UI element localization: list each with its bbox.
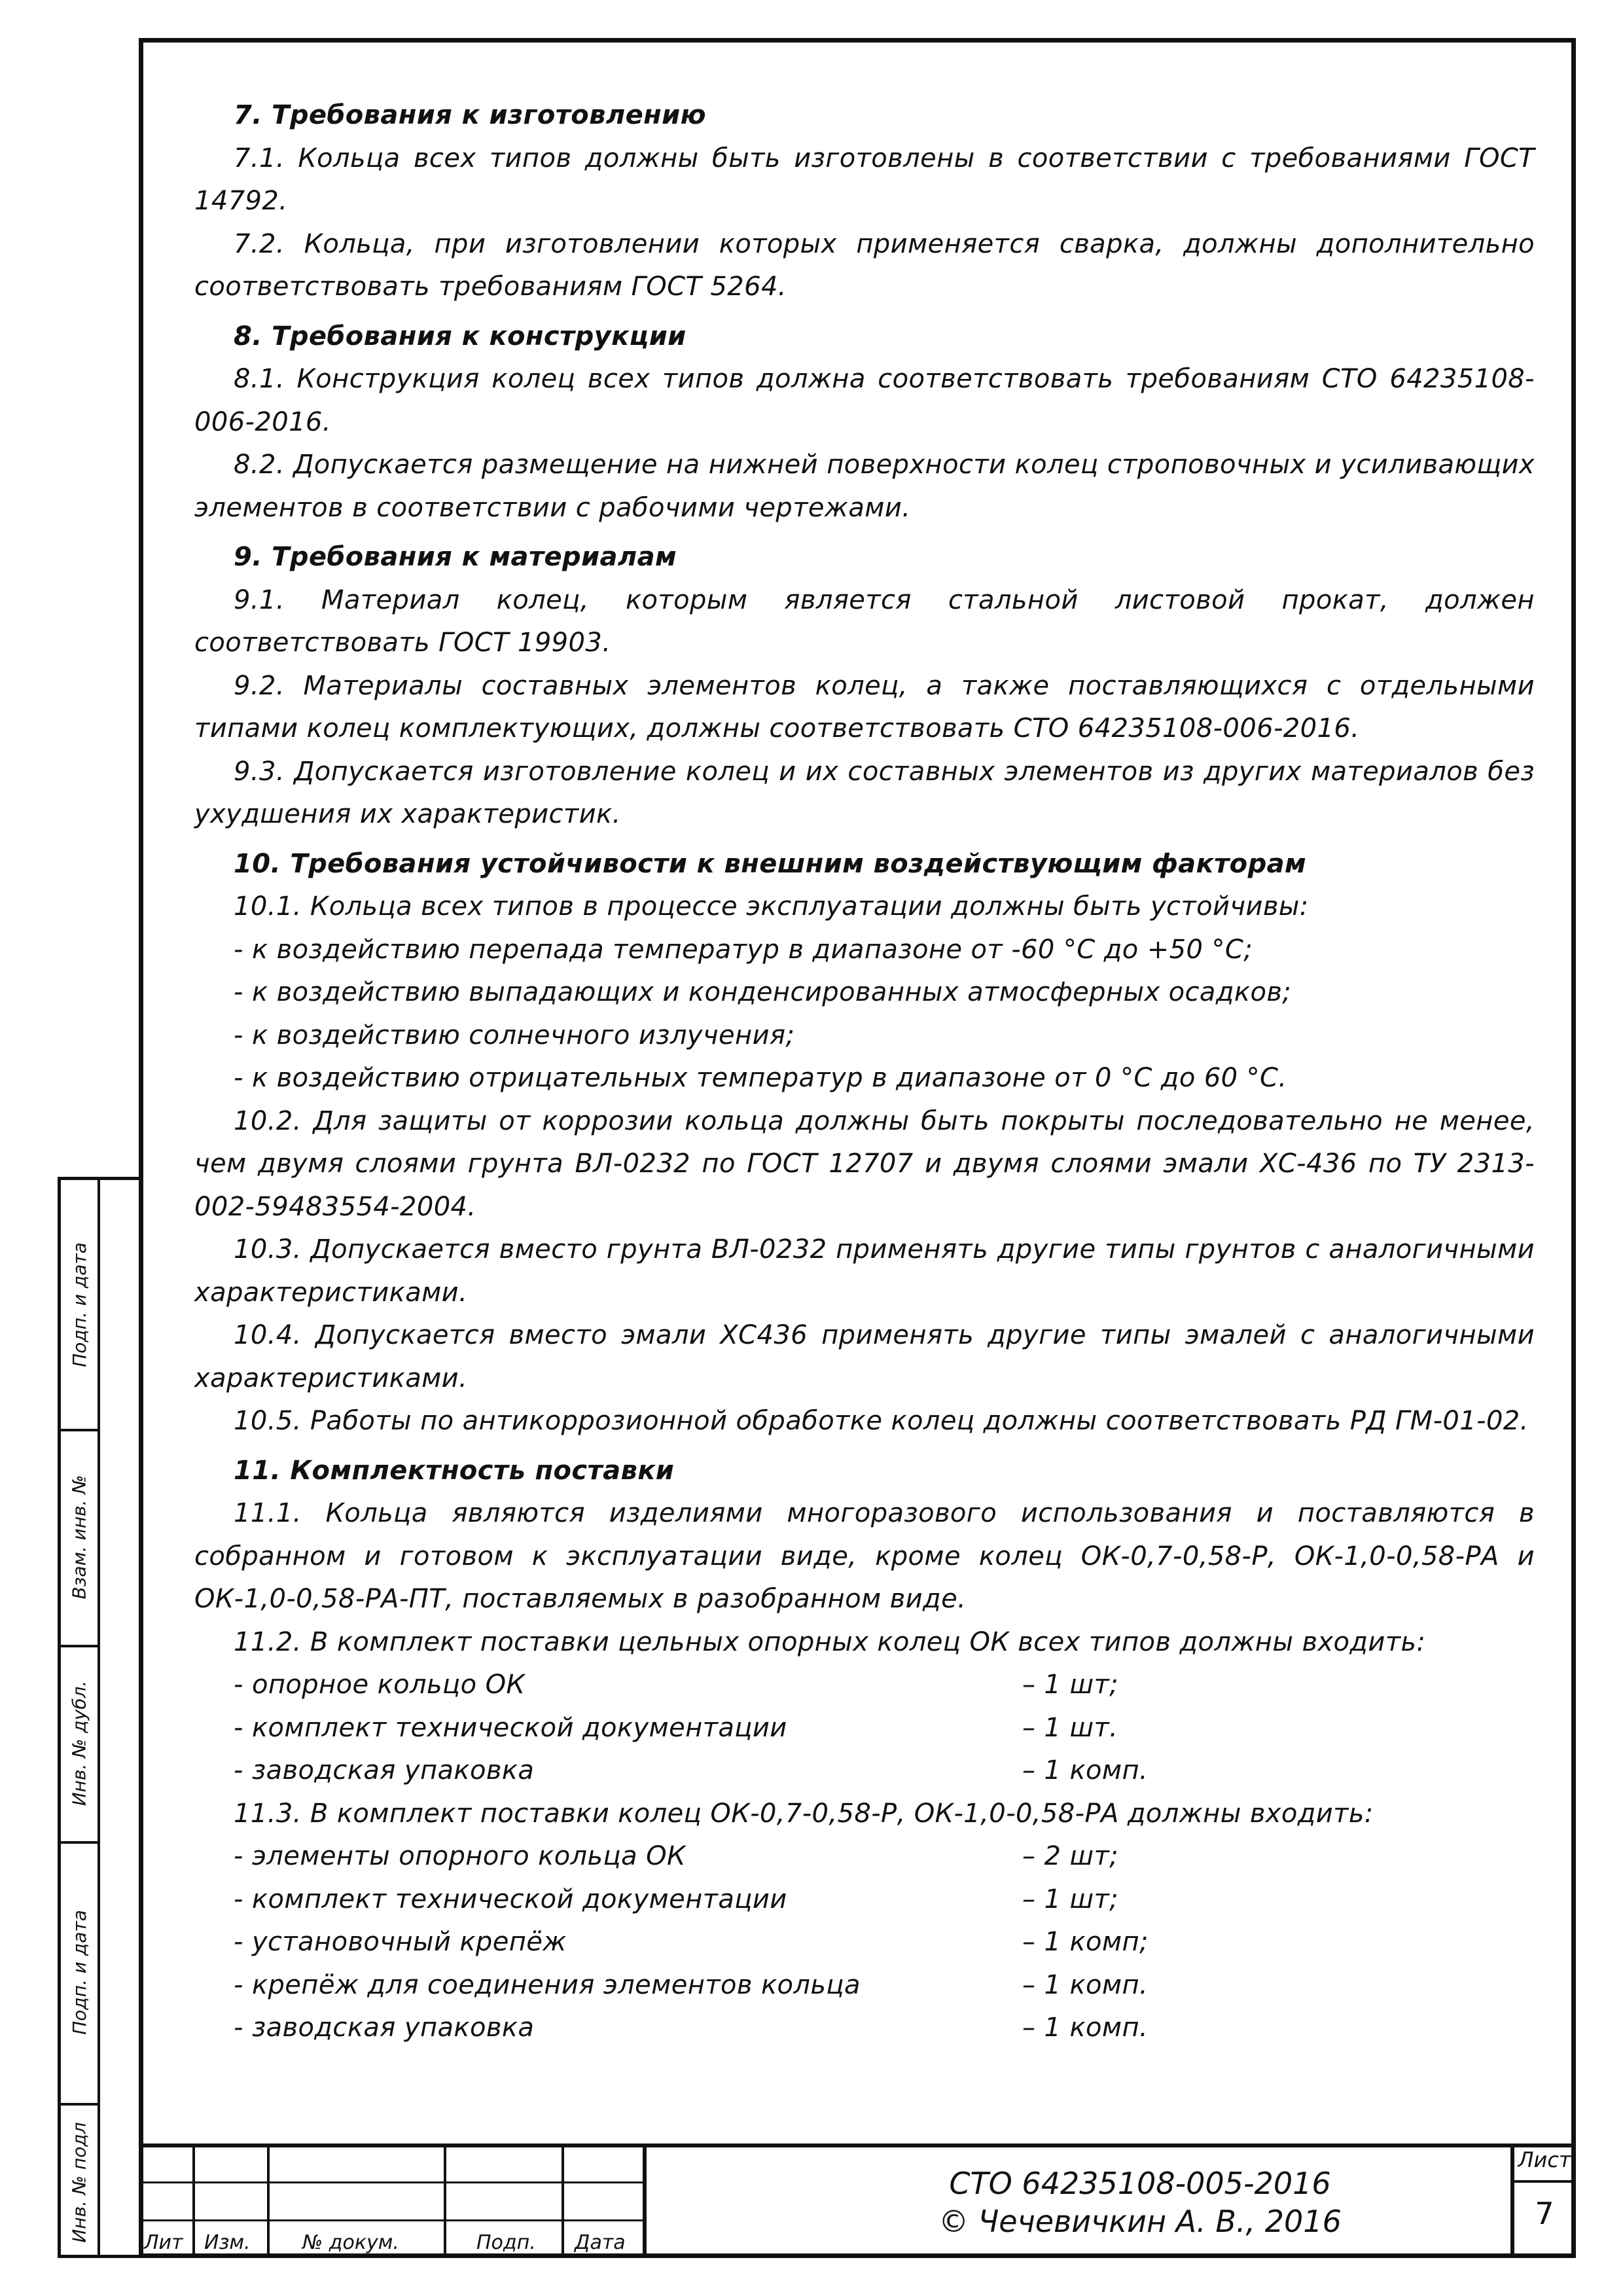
paragraph: 7.1. Кольца всех типов должны быть изготовлены в соответствии с требованиями ГОСТ 14792. [194, 143, 1535, 216]
kit-qty: – 1 шт; [1022, 1884, 1119, 1914]
document-code: СТО 64235108-005-2016 [949, 2166, 1331, 2201]
list-item: - к воздействию перепада температур в диапазоне от -60 °С до +50 °С; [234, 934, 1253, 965]
kit-item: - опорное кольцо ОК [234, 1670, 526, 1700]
col-label-date: Дата [575, 2231, 626, 2254]
kit-item-row [194, 1664, 1535, 1707]
side-label: Подп. и дата [68, 1242, 90, 1367]
list-item: - к воздействию солнечного излучения; [234, 1020, 795, 1050]
side-label: Взам. инв. № [68, 1474, 90, 1600]
kit-item: - элементы опорного кольца ОК [234, 1841, 686, 1871]
paragraph: 10.4. Допускается вместо эмали ХС436 применять другие типы эмалей с аналогичными характеристиками. [194, 1320, 1535, 1393]
section-heading: 8. Требования к конструкции [234, 321, 687, 351]
paragraph: 10.5. Работы по антикоррозионной обработке колец должны соответствовать РД ГМ-01-02. [234, 1406, 1529, 1436]
kit-item-row [194, 1835, 1535, 1878]
paragraph: 9.3. Допускается изготовление колец и их составных элементов из других материалов без ухудшения их характеристик. [194, 756, 1535, 829]
kit-qty: – 1 шт; [1022, 1670, 1119, 1700]
kit-qty: – 1 шт. [1022, 1712, 1118, 1743]
kit-qty: – 1 комп. [1022, 1755, 1149, 1785]
paragraph: 11.3. В комплект поставки колец ОК-0,7-0,58-Р, ОК-1,0-0,58-РА должны входить: [234, 1798, 1374, 1829]
paragraph: 7.2. Кольца, при изготовлении которых применяется сварка, должны дополнительно соответствовать требованиям ГОСТ 5264. [194, 228, 1535, 302]
col-label-doc: № докум. [302, 2231, 399, 2254]
kit-qty: – 1 комп. [1022, 2013, 1149, 2043]
title-block [139, 2144, 1576, 2258]
kit-item: - комплект технической документации [234, 1712, 787, 1743]
document-body [194, 88, 1535, 2050]
paragraph: 11.2. В комплект поставки цельных опорных колец ОК всех типов должны входить: [234, 1626, 1426, 1657]
kit-qty: – 2 шт; [1022, 1841, 1119, 1871]
col-label-lit: Лит [144, 2231, 183, 2254]
paragraph: 10.3. Допускается вместо грунта ВЛ-0232 применять другие типы грунтов с аналогичными характеристиками. [194, 1234, 1535, 1308]
kit-item-row [194, 1878, 1535, 1922]
kit-item: - заводская упаковка [234, 2013, 535, 2043]
col-label-izm: Изм. [204, 2231, 251, 2254]
paragraph: 9.1. Материал колец, которым является стальной листовой прокат, должен соответствовать ГОСТ 19903. [194, 584, 1535, 658]
kit-qty: – 1 комп; [1022, 1927, 1149, 1957]
col-label-sign: Подп. [476, 2231, 536, 2254]
sheet-label: Лист [1518, 2147, 1571, 2172]
section-heading: 7. Требования к изготовлению [234, 100, 706, 130]
side-label: Инв. № дубл. [68, 1680, 90, 1806]
kit-item-row [194, 1749, 1535, 1793]
paragraph: 8.2. Допускается размещение на нижней поверхности колец строповочных и усиливающих элементов в соответствии с рабочими чертежами. [194, 450, 1535, 523]
paragraph: 10.1. Кольца всех типов в процессе эксплуатации должны быть устойчивы: [234, 891, 1309, 922]
paragraph: 9.2. Материалы составных элементов колец, а также поставляющихся с отдельными типами колец комплектующих, должны соответствовать СТО 64235108-006-2016. [194, 670, 1535, 744]
list-item: - к воздействию выпадающих и конденсированных атмосферных осадков; [234, 977, 1292, 1007]
section-heading: 10. Требования устойчивости к внешним воздействующим факторам [234, 848, 1307, 879]
kit-item: - установочный крепёж [234, 1927, 567, 1957]
kit-item-row [194, 1921, 1535, 1964]
side-label: Подп. и дата [68, 1909, 90, 2035]
kit-item: - крепёж для соединения элементов кольца [234, 1969, 861, 2000]
kit-item-row [194, 1964, 1535, 2007]
list-item: - к воздействию отрицательных температур в диапазоне от 0 °С до 60 °С. [234, 1063, 1287, 1093]
side-stamp [58, 1177, 139, 2258]
paragraph: 11.1. Кольца являются изделиями многоразового использования и поставляются в собранном и готовом к эксплуатации виде, кроме колец ОК-0,7-0,58-Р, ОК-1,0-0,58-РА и ОК-1,0-0,58-РА-ПТ, поставляемых в разобранном виде. [194, 1498, 1535, 1614]
kit-qty: – 1 комп. [1022, 1969, 1149, 2000]
section-heading: 11. Комплектность поставки [234, 1455, 675, 1486]
kit-item: - заводская упаковка [234, 1755, 535, 1785]
side-label: Инв. № подл [68, 2121, 90, 2243]
paragraph: 10.2. Для защиты от коррозии кольца должны быть покрыты последовательно не менее, чем двумя слоями грунта ВЛ-0232 по ГОСТ 12707 и двумя слоями эмали ХС-436 по ТУ 2313-002-59483554-2004. [194, 1105, 1535, 1222]
paragraph: 8.1. Конструкция колец всех типов должна соответствовать требованиям СТО 64235108-006-2016. [194, 364, 1535, 437]
copyright: © Чечевичкин А. В., 2016 [938, 2204, 1342, 2239]
sheet-number: 7 [1535, 2196, 1554, 2231]
section-heading: 9. Требования к материалам [234, 542, 677, 572]
kit-item-row [194, 2007, 1535, 2050]
kit-item: - комплект технической документации [234, 1884, 787, 1914]
kit-item-row [194, 1707, 1535, 1750]
